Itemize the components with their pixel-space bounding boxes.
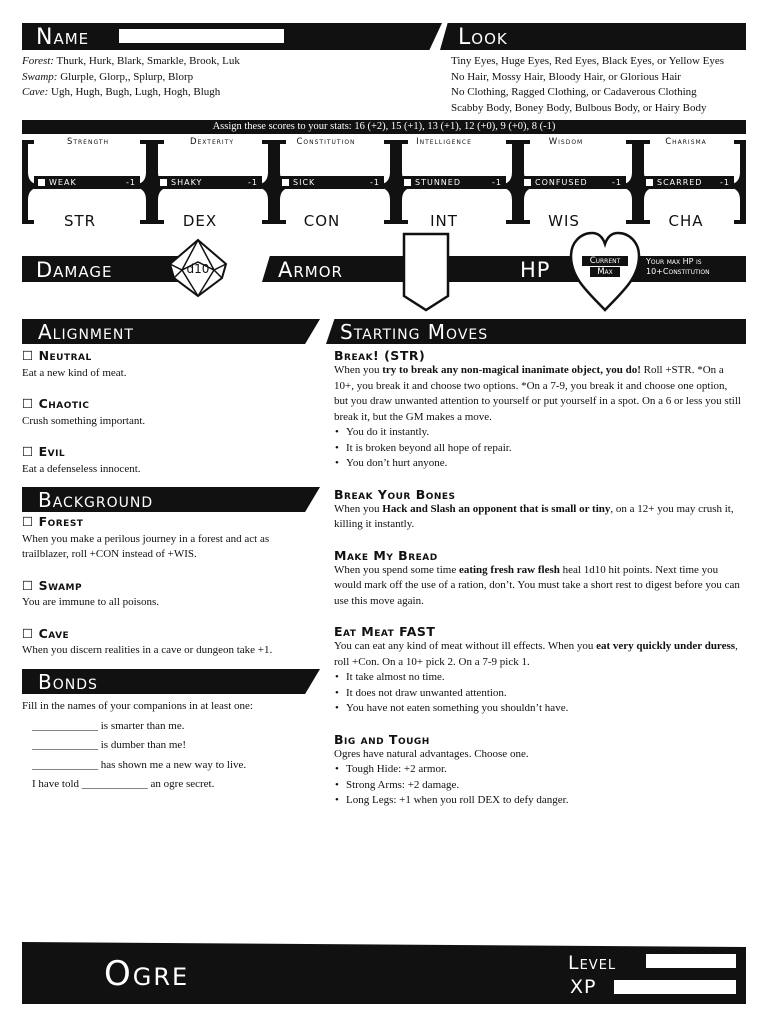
debility-stunned[interactable]: STUNNED -1	[400, 176, 506, 189]
move-bones-title: Break Your Bones	[334, 486, 456, 502]
background-swamp[interactable]: ☐ Swamp	[22, 577, 83, 593]
look-options	[451, 54, 751, 116]
debility-shaky[interactable]: SHAKY -1	[156, 176, 262, 189]
stat-abbr-int: INT	[430, 212, 458, 230]
debility-confused[interactable]: CONFUSED -1	[520, 176, 626, 189]
name-suggestions	[22, 54, 422, 101]
moves-title: Starting Moves	[340, 320, 489, 344]
background-swamp-desc: You are immune to all poisons.	[22, 596, 159, 608]
stat-abbr-str: STR	[63, 212, 97, 230]
checkbox-scarred[interactable]	[646, 179, 653, 186]
bonds-intro: Fill in the names of your companions in at least one:	[22, 700, 253, 712]
moves-list	[334, 348, 744, 809]
stat-name-charisma: Charisma	[665, 137, 707, 147]
stat-score-wis[interactable]	[530, 150, 626, 174]
move-meat-desc: You can eat any kind of meat without ill effects. When you eat very quickly under duress, roll +Con. On a 10+ pick 2. On a 7-9 pick 1.	[334, 640, 738, 668]
stat-score-str[interactable]	[40, 150, 136, 174]
look-eyes: Tiny Eyes, Huge Eyes, Red Eyes, Black Eyes, or Yellow Eyes	[451, 55, 725, 67]
stat-score-int[interactable]	[408, 150, 504, 174]
look-hair: No Hair, Mossy Hair, Bloody Hair, or Glorious Hair	[451, 70, 681, 83]
bonds-title: Bonds	[38, 670, 98, 694]
debility-weak[interactable]: WEAK -1	[34, 176, 140, 189]
background-forest[interactable]: ☐ Forest	[22, 514, 84, 529]
bond-3[interactable]: ____________ has shown me a new way to live.	[32, 758, 247, 771]
stat-name-intelligence: Intelligence	[416, 137, 472, 147]
background-title: Background	[38, 488, 154, 512]
look-clothing: No Clothing, Ragged Clothing, or Cadaverous Clothing	[451, 86, 697, 98]
alignment-evil-desc: Eat a defenseless innocent.	[22, 462, 141, 475]
stat-abbr-con: CON	[303, 212, 341, 230]
alignment-chaotic[interactable]: ☐ Chaotic	[22, 396, 90, 411]
bond-1[interactable]: ____________ is smarter than me.	[32, 719, 185, 732]
move-bread-desc: When you spend some time eating fresh raw flesh heal 1d10 hit points. Next time you would mark off the use of a ration, don’t. You must take a short rest to digest before you can use this move again.	[334, 563, 740, 607]
shield-icon[interactable]	[402, 232, 450, 312]
move-bones-desc: When you Hack and Slash an opponent that is small or tiny, on a 12+ you may crush it, killing it instantly.	[334, 502, 734, 530]
alignment-title: Alignment	[38, 320, 134, 344]
look-label: Look	[458, 25, 508, 50]
hp-current-label: Current	[582, 256, 628, 266]
debility-sick[interactable]: SICK -1	[278, 176, 384, 189]
xp-input[interactable]	[614, 980, 736, 994]
bond-2[interactable]: ____________ is dumber than me!	[32, 739, 186, 751]
alignment-neutral-desc: Eat a new kind of meat.	[22, 366, 127, 379]
debility-scarred[interactable]: SCARRED -1	[642, 176, 734, 189]
hp-max-label: Max	[590, 267, 620, 277]
stats-assign-bar	[22, 120, 746, 134]
alignment-options	[22, 348, 312, 477]
background-cave[interactable]: ☐ Cave	[22, 625, 70, 641]
move-break-options: • You do it instantly. • It is broken beyond all hope of repair. • You don’t hurt anyone.	[334, 425, 744, 472]
names-swamp: Swamp: Glurple, Glorp,, Splurp, Blorp	[22, 70, 194, 83]
stat-abbr-wis: WIS	[548, 212, 580, 230]
stat-abbr-cha: CHA	[668, 212, 704, 230]
stats-assign-text: Assign these scores to your stats: 16 (+2), 15 (+1), 13 (+1), 12 (+0), 9 (+0), 8 (-1)	[212, 121, 556, 132]
move-meat-title: Eat Meat FAST	[334, 624, 436, 639]
checkbox-confused[interactable]	[524, 179, 531, 186]
background-options	[22, 514, 284, 659]
move-tough-title: Big and Tough	[334, 731, 430, 747]
level-input[interactable]	[646, 954, 736, 968]
checkbox-sick[interactable]	[282, 179, 289, 186]
damage-label: Damage	[36, 258, 113, 282]
move-break-desc: When you try to break any non-magical inanimate object, you do! Roll +STR. *On a 10+, you break it and choose two options. *On a 7-9, you break it and choose one option, but you draw unwanted attention to yourself or put yourself in a spot. On a 6 or less you still break it, but the GM makes a move.	[334, 364, 741, 423]
move-tough-intro: Ogres have natural advantages. Choose one.	[334, 747, 529, 760]
names-forest: Forest: Thurk, Hurk, Blark, Smarkle, Brook, Luk	[22, 55, 240, 67]
stat-score-con[interactable]	[286, 150, 382, 174]
look-body: Scabby Body, Boney Body, Bulbous Body, or Hairy Body	[451, 101, 707, 114]
names-cave: Cave: Ugh, Hugh, Bugh, Lugh, Hogh, Blugh	[22, 86, 221, 98]
stat-name-constitution: Constitution	[296, 137, 356, 147]
checkbox-weak[interactable]	[38, 179, 45, 186]
alignment-evil[interactable]: ☐ Evil	[22, 444, 66, 459]
checkbox-shaky[interactable]	[160, 179, 167, 186]
level-label: Level	[568, 952, 617, 974]
bond-4[interactable]: I have told ____________ an ogre secret.	[32, 778, 215, 790]
max-hp-note: Your max HP is 10+Constitution	[646, 257, 710, 276]
damage-die: d10	[186, 262, 210, 276]
background-cave-desc: When you discern realities in a cave or dungeon take +1.	[22, 644, 273, 656]
armor-label: Armor	[278, 258, 343, 282]
move-break-title: Break! (STR)	[334, 348, 426, 363]
xp-label: XP	[570, 976, 597, 998]
stat-score-dex[interactable]	[164, 150, 260, 174]
move-meat-options: • It take almost no time. • It does not draw unwanted attention. • You have not eaten something you shouldn’t have.	[334, 670, 744, 717]
stat-name-wisdom: Wisdom	[548, 137, 584, 147]
checkbox-stunned[interactable]	[404, 179, 411, 186]
alignment-chaotic-desc: Crush something important.	[22, 414, 146, 427]
background-forest-desc: When you make a perilous journey in a forest and act as trailblazer, roll +CON instead of +WIS.	[22, 532, 270, 560]
name-input[interactable]	[118, 28, 285, 44]
class-name: Ogre	[104, 954, 190, 994]
bonds-list	[22, 697, 312, 795]
move-bread-title: Make My Bread	[334, 547, 438, 563]
hp-label-text: HP	[520, 258, 551, 282]
stat-abbr-dex: DEX	[182, 212, 218, 230]
stat-name-strength: Strength	[66, 137, 110, 147]
alignment-neutral[interactable]: ☐ Neutral	[22, 348, 92, 363]
stat-name-dexterity: Dexterity	[189, 137, 235, 147]
move-tough-options: • Tough Hide: +2 armor. • Strong Arms: +2 damage. • Long Legs: +1 when you roll DEX to defy danger.	[334, 762, 744, 809]
stat-score-cha[interactable]	[650, 150, 734, 174]
name-label: Name	[36, 25, 90, 50]
